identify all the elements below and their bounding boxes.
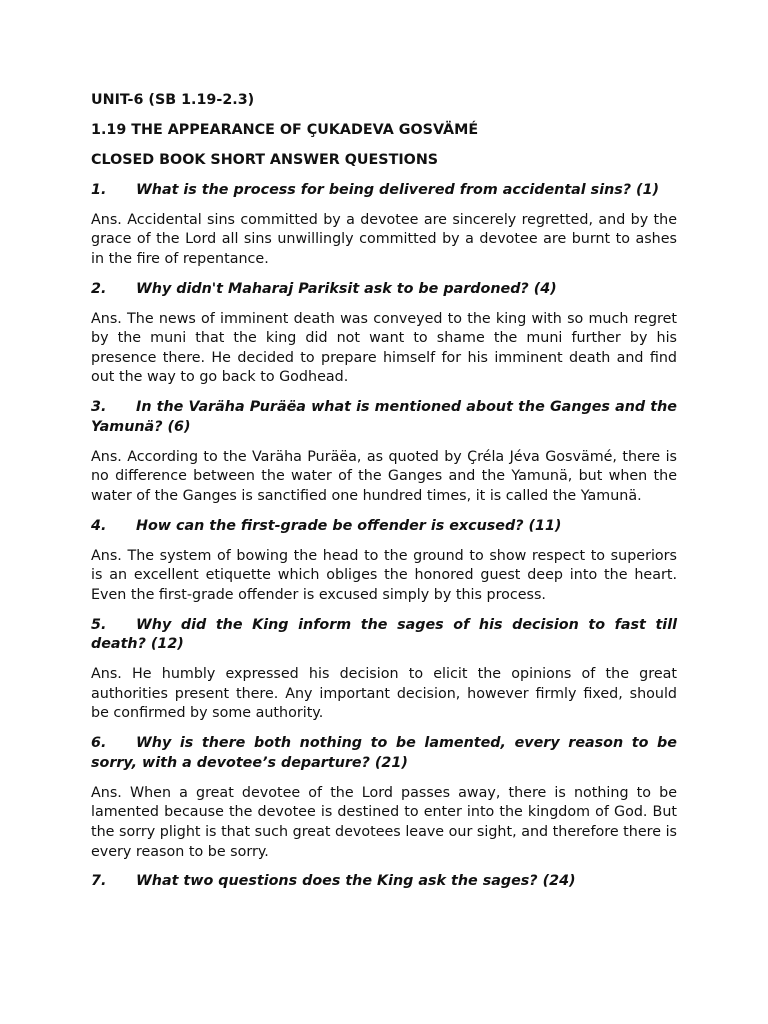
question-text: What two questions does the King ask the sages? (24) xyxy=(136,873,576,890)
unit-title: UNIT-6 (SB 1.19-2.3) xyxy=(91,92,255,108)
answer-4: Ans. The system of bowing the head to the ground to show respect to superiors is an excellent etiquette which obliges the honored guest deep into the heart. Even the first-grade offender is excused simply by this process. xyxy=(91,547,677,603)
question-text: How can the first-grade be offender is excused? (11) xyxy=(136,517,562,534)
question-text: What is the process for being delivered from accidental sins? (1) xyxy=(136,181,660,198)
question-4 xyxy=(91,517,677,537)
question-number: 2. xyxy=(91,280,107,297)
answer-3: Ans. According to the Varäha Puräëa, as quoted by Çréla Jéva Gosvämé, there is no difference between the water of the Ganges and the Yamunä, but when the water of the Ganges is sanctified one hundred times, it is called the Yamunä. xyxy=(91,448,677,504)
question-number: 1. xyxy=(91,181,107,198)
question-2 xyxy=(91,280,677,300)
answer-5: Ans. He humbly expressed his decision to elicit the opinions of the great authorities present there. Any important decision, however firmly fixed, should be confirmed by some authority. xyxy=(91,666,677,722)
question-number: 5. xyxy=(91,616,107,633)
section-title: CLOSED BOOK SHORT ANSWER QUESTIONS xyxy=(91,151,439,168)
question-5 xyxy=(91,616,677,655)
question-3 xyxy=(91,398,677,437)
chapter-title: 1.19 THE APPEARANCE OF ÇUKADEVA GOSVÄMÉ xyxy=(91,121,479,138)
answer-6: Ans. When a great devotee of the Lord passes away, there is nothing to be lamented because the devotee is destined to enter into the kingdom of God. But the sorry plight is that such great devotees leave our sight, and therefore there is every reason to be sorry. xyxy=(91,784,677,860)
question-number: 3. xyxy=(91,399,107,416)
answer-1: Ans. Accidental sins committed by a devotee are sincerely regretted, and by the grace of the Lord all sins unwillingly committed by a devotee are burnt to ashes in the fire of repentance. xyxy=(91,211,677,267)
question-text: Why did the King inform the sages of his decision to fast till death? (12) xyxy=(91,616,677,653)
question-text: Why didn't Maharaj Pariksit ask to be pardoned? (4) xyxy=(136,280,557,297)
question-number: 4. xyxy=(91,517,107,534)
answer-2: Ans. The news of imminent death was conveyed to the king with so much regret by the muni that the king did not want to shame the muni further by his presence there. He decided to prepare himself for his imminent death and find out the way to go back to Godhead. xyxy=(91,310,677,386)
question-1 xyxy=(91,181,677,201)
question-text: Why is there both nothing to be lamented, every reason to be sorry, with a devotee’s departure? (21) xyxy=(91,735,677,771)
question-number: 6. xyxy=(91,735,107,752)
question-7 xyxy=(91,872,677,892)
question-number: 7. xyxy=(91,873,107,890)
question-6 xyxy=(91,734,677,773)
question-text: In the Varäha Puräëa what is mentioned about the Ganges and the Yamunä? (6) xyxy=(91,399,677,435)
